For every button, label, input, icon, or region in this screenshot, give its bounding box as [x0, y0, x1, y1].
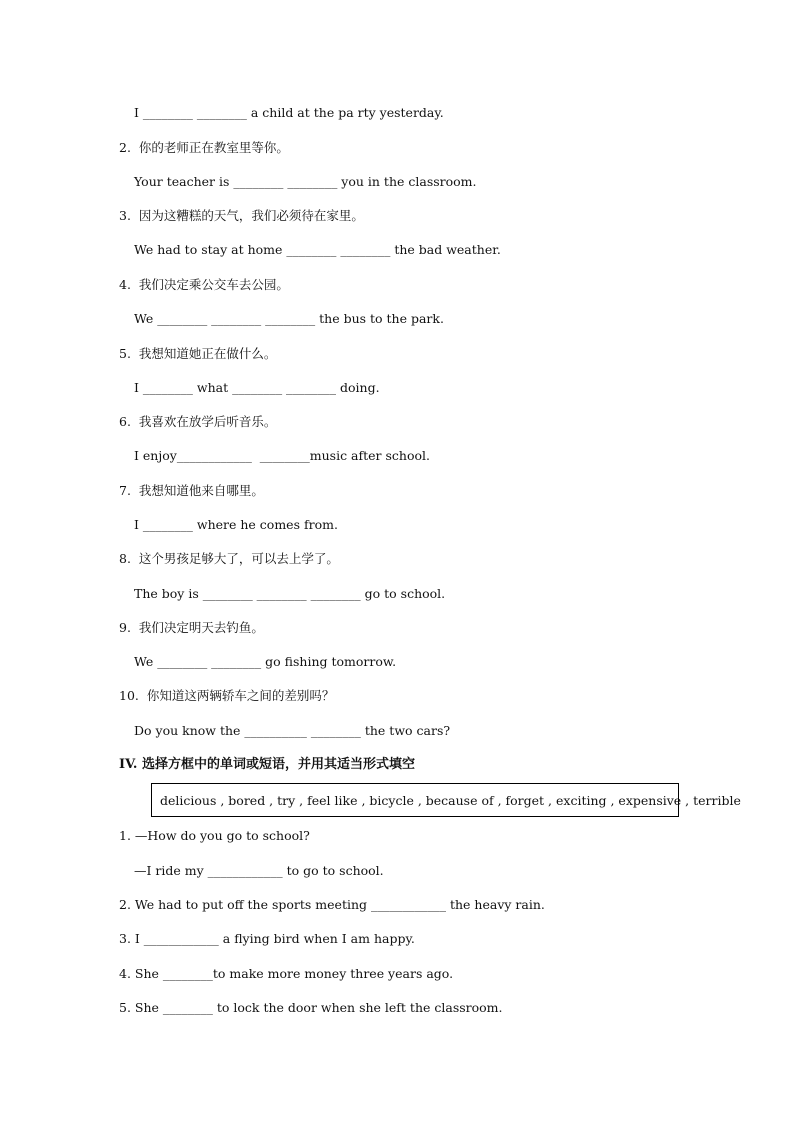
question-prompt: 5. She ________ to lock the door when she left the classroom. — [119, 1000, 503, 1015]
answer-line: —I ride my ____________ to go to school. — [134, 863, 384, 878]
answer-line: I ________ what ________ ________ doing. — [134, 380, 380, 395]
word-box — [151, 783, 741, 817]
question-prompt: 3. I ____________ a flying bird when I am happy. — [119, 931, 415, 946]
question-prompt: 5. 我想知道她正在做什么。 — [119, 346, 277, 361]
question-prompt: 10. 你知道这两辆轿车之间的差别吗？ — [119, 688, 335, 703]
question-prompt: 7. 我想知道他来自哪里。 — [119, 483, 264, 498]
word-box-text: delicious , bored , try , feel like , bicycle , because of , forget , exciting , expensive , terrible — [160, 793, 741, 808]
question-prompt: 6. 我喜欢在放学后听音乐。 — [119, 414, 277, 429]
question-prompt: 4. She ________to make more money three years ago. — [119, 966, 454, 981]
answer-line: I enjoy____________ ________music after school. — [134, 448, 430, 463]
answer-line: We ________ ________ go fishing tomorrow. — [134, 654, 397, 669]
question-prompt: 9. 我们决定明天去钓鱼。 — [119, 620, 264, 635]
question-prompt: 1. —How do you go to school? — [119, 828, 310, 843]
question-prompt: 3. 因为这糟糕的天气，我们必须待在家里。 — [119, 208, 364, 223]
question-prompt: 2. We had to put off the sports meeting ____________ the heavy rain. — [119, 897, 545, 912]
answer-line: Do you know the __________ ________ the two cars? — [134, 723, 451, 738]
answer-line: The boy is ________ ________ ________ go to school. — [134, 586, 446, 601]
answer-line: Your teacher is ________ ________ you in the classroom. — [134, 174, 477, 189]
section-heading: IV. 选择方框中的单词或短语，并用其适当形式填空 — [119, 757, 415, 772]
answer-line: We had to stay at home ________ ________ the bad weather. — [134, 242, 501, 257]
question-prompt: 2. 你的老师正在教室里等你。 — [119, 140, 289, 155]
answer-line: We ________ ________ ________ the bus to the park. — [134, 311, 444, 326]
answer-line: I ________ ________ a child at the pa rty yesterday. — [134, 105, 444, 120]
question-prompt: 4. 我们决定乘公交车去公园。 — [119, 277, 289, 292]
answer-line: I ________ where he comes from. — [134, 517, 338, 532]
question-prompt: 8. 这个男孩足够大了，可以去上学了。 — [119, 551, 339, 566]
